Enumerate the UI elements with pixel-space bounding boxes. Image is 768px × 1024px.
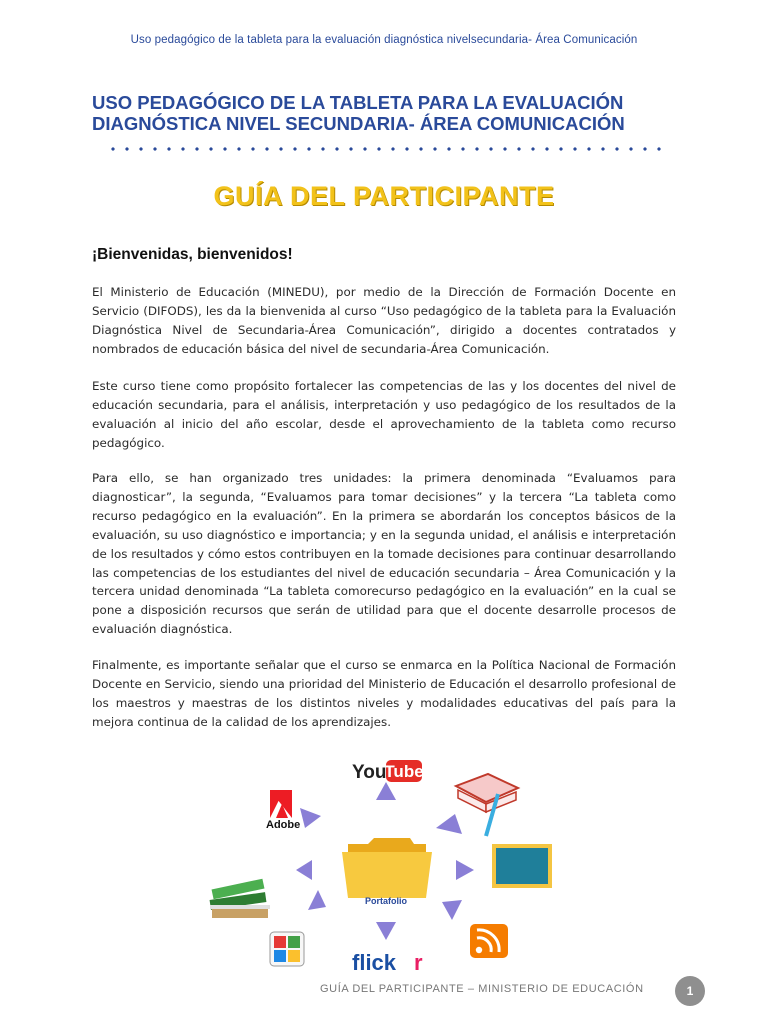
page-number: 1 [675,976,705,1006]
folder-icon [342,838,432,898]
portfolio-label: Portafolio [365,896,407,906]
guide-title: GUÍA DEL PARTICIPANTE [213,181,555,211]
document-title [92,92,692,134]
rss-icon [470,924,508,958]
paragraph-closing: Finalmente, es importante señalar que el curso se enmarca en la Política Nacional de Formación Docente en Servicio, siendo una prioridad del Ministerio de Educación el desarrollo profesional de los maestros y maestras de los distintos niveles y modalidades educativas del país para la mejora continua de la calidad de los aprendizajes. [92,658,676,729]
dotted-divider [106,146,666,152]
adobe-icon [266,790,300,831]
flickr-main-text: flick [352,950,397,975]
office-icon [270,932,304,966]
youtube-tube-text: Tube [384,762,424,781]
footer-text: GUÍA DEL PARTICIPANTE – MINISTERIO DE EDUCACIÓN [320,983,644,995]
arrow-right [456,860,474,880]
paragraph-units: Para ello, se han organizado tres unidades: la primera denominada “Evaluamos para diagnosticar”, la segunda, “Evaluamos para tomar decisiones” y la tercera “La tableta como recurso pedagógico en la evaluación”. En la primera se abordarán los conceptos básicos de la evaluación, su uso diagnóstico e importancia; y en la segunda unidad, el análisis e interpretación de los resultados y cómo estos contribuyen en la tomade decisiones para continuar desarrollando las competencias de los estudiantes del nivel de educación secundaria – Área Comunicación y la tercera unidad denominada “La tableta comorecurso pedagógico en la evaluación” en la cual se pone a disposición recursos que serán de utilidad para que el docente desarrolle procesos de evaluación diagnóstica. [92,471,676,637]
welcome-heading: ¡Bienvenidas, bienvenidos! [92,246,293,263]
arrow-up-left [300,808,321,828]
portfolio-diagram [200,752,570,982]
running-header: Uso pedagógico de la tableta para la evaluación diagnóstica nivelsecundaria- Área Comunicación [130,34,638,46]
arrow-up-right [436,814,462,834]
youtube-you-text: You [352,762,387,783]
open-book-icon [456,774,518,836]
arrow-down [376,922,396,940]
chalkboard-icon [492,844,552,888]
title-line-2: DIAGNÓSTICA NIVEL SECUNDARIA- ÁREA COMUNICACIÓN [92,113,625,134]
books-icon [210,879,270,918]
adobe-label: Adobe [266,819,301,831]
arrow-down-right [442,900,462,920]
arrow-down-left [308,890,326,910]
flickr-r-text: r [414,950,423,975]
paragraph-purpose: Este curso tiene como propósito fortalecer las competencias de las y los docentes del nivel de educación secundaria, para el análisis, interpretación y uso pedagógico de los resultados de la evaluación al inicio del año escolar, desde el aprovechamiento de la tableta como recurso pedagógico. [92,379,676,450]
youtube-icon [352,760,424,783]
arrow-left [296,860,312,880]
title-line-1: USO PEDAGÓGICO DE LA TABLETA PARA LA EVALUACIÓN [92,92,624,113]
paragraph-intro: El Ministerio de Educación (MINEDU), por medio de la Dirección de Formación Docente en Servicio (DIFODS), les da la bienvenida al curso “Uso pedagógico de la tableta para la Evaluación Diagnóstica Nivel de Secundaria-Área Comunicación”, dirigido a docentes contratados y nombrados de educación básica del nivel de secundaria-Área Comunicación. [92,285,676,356]
arrow-up [376,782,396,800]
flickr-icon [352,950,423,975]
